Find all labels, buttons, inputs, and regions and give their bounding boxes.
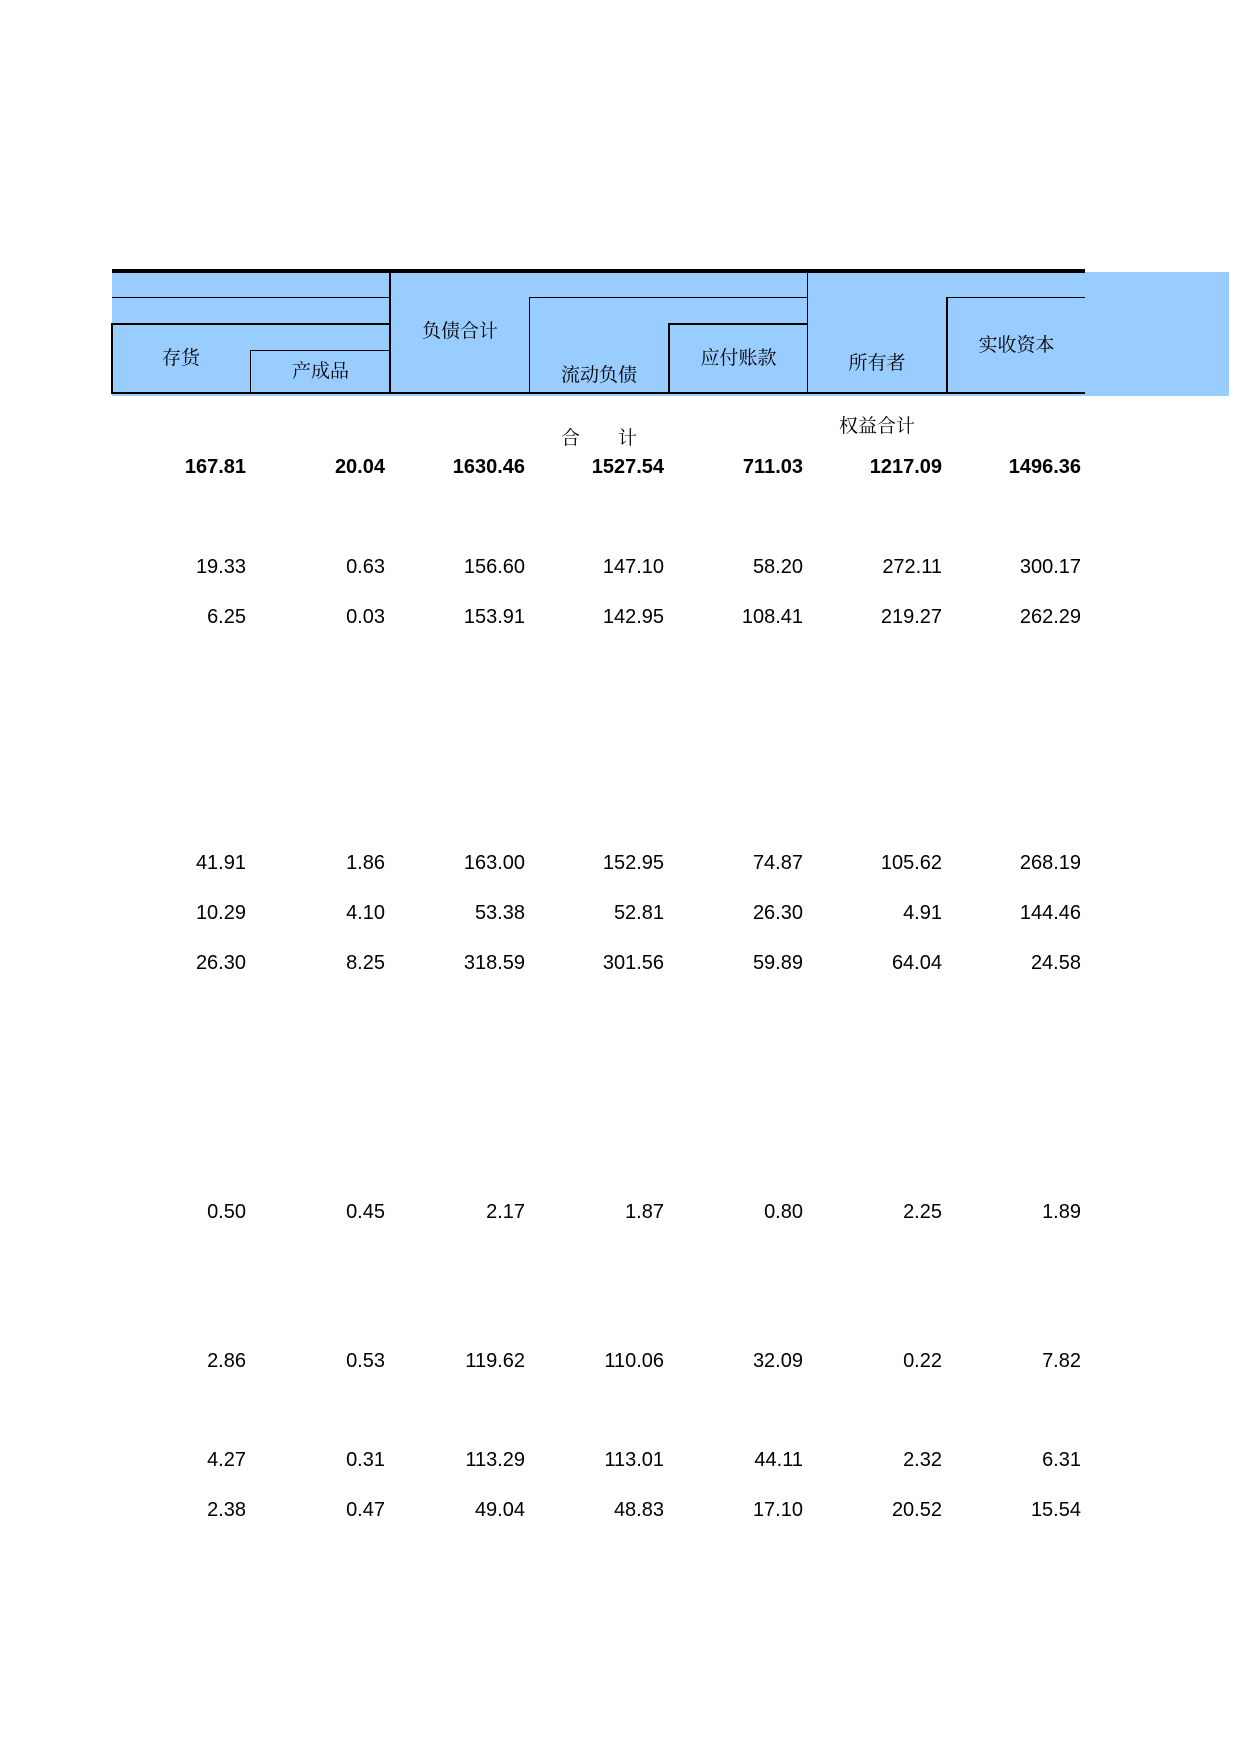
header-inventory: 存货 — [161, 347, 200, 369]
table-cell: 301.56 — [602, 952, 664, 974]
table-cell: 0.63 — [346, 556, 385, 578]
table-cell: 2.38 — [207, 1499, 246, 1521]
table-cell: 0.22 — [903, 1350, 942, 1372]
table-cell: 7.82 — [1042, 1350, 1081, 1372]
header-current-liabilities-line1: 流动负债 — [560, 364, 637, 386]
table-cell: 156.60 — [463, 556, 525, 578]
header-owners-equity-line2: 权益合计 — [838, 415, 915, 437]
table-cell: 318.59 — [463, 952, 525, 974]
table-cell: 113.01 — [604, 1449, 664, 1471]
table-cell: 142.95 — [602, 606, 664, 628]
table-cell: 163.00 — [463, 852, 525, 874]
table-cell: 20.04 — [334, 456, 385, 478]
table-cell: 2.25 — [903, 1201, 942, 1223]
table-cell: 0.53 — [346, 1350, 385, 1372]
table-cell: 1217.09 — [869, 456, 942, 478]
table-cell: 4.91 — [903, 902, 942, 924]
table-cell: 26.30 — [195, 952, 246, 974]
table-cell: 152.95 — [602, 852, 664, 874]
header-accounts-payable: 应付账款 — [700, 347, 777, 369]
table-cell: 48.83 — [613, 1499, 664, 1521]
table-cell: 110.06 — [604, 1350, 664, 1372]
rule-inventory-top — [112, 323, 390, 325]
header-owners-equity-line1: 所有者 — [848, 352, 906, 374]
table-cell: 44.11 — [754, 1449, 803, 1471]
table-cell: 49.04 — [474, 1499, 525, 1521]
table-cell: 262.29 — [1019, 606, 1081, 628]
table-cell: 219.27 — [880, 606, 942, 628]
table-cell: 0.47 — [346, 1499, 385, 1521]
table-cell: 24.58 — [1030, 952, 1081, 974]
header-total-liabilities: 负债合计 — [421, 320, 498, 342]
table-cell: 0.80 — [764, 1201, 803, 1223]
table-cell: 0.31 — [346, 1449, 385, 1471]
table-cell: 167.81 — [184, 456, 246, 478]
table-cell: 1496.36 — [1008, 456, 1081, 478]
table-cell: 19.33 — [195, 556, 246, 578]
table-cell: 113.29 — [465, 1449, 525, 1471]
table-cell: 20.52 — [891, 1499, 942, 1521]
table-cell: 1.89 — [1042, 1201, 1081, 1223]
table-cell: 26.30 — [752, 902, 803, 924]
table-cell: 17.10 — [752, 1499, 803, 1521]
table-cell: 74.87 — [752, 852, 803, 874]
table-cell: 147.10 — [602, 556, 664, 578]
header-current-liabilities-line2: 合 计 — [560, 427, 637, 449]
table-cell: 2.32 — [903, 1449, 942, 1471]
table-cell: 1527.54 — [591, 456, 664, 478]
rule-group-1 — [112, 297, 390, 298]
table-cell: 0.03 — [346, 606, 385, 628]
table-cell: 10.29 — [195, 902, 246, 924]
table-cell: 64.04 — [891, 952, 942, 974]
header-finished-goods: 产成品 — [291, 360, 349, 382]
rule-finished-top — [250, 350, 390, 351]
table-cell: 2.17 — [486, 1201, 525, 1223]
table-cell: 0.50 — [207, 1201, 246, 1223]
table-cell: 272.11 — [882, 556, 942, 578]
header-top-rule — [112, 269, 1085, 273]
table-cell: 52.81 — [613, 902, 664, 924]
table-cell: 6.25 — [207, 606, 246, 628]
table-cell: 144.46 — [1019, 902, 1081, 924]
table-cell: 59.89 — [752, 952, 803, 974]
table-cell: 105.62 — [880, 852, 942, 874]
table-cell: 300.17 — [1019, 556, 1081, 578]
table-cell: 1.87 — [625, 1201, 664, 1223]
table-cell: 32.09 — [752, 1350, 803, 1372]
table-cell: 119.62 — [465, 1350, 525, 1372]
table-cell: 41.91 — [195, 852, 246, 874]
table-cell: 4.27 — [207, 1449, 246, 1471]
table-cell: 15.54 — [1030, 1499, 1081, 1521]
table-cell: 6.31 — [1042, 1449, 1081, 1471]
rule-payable-top — [668, 323, 807, 325]
table-cell: 0.45 — [346, 1201, 385, 1223]
table-cell: 2.86 — [207, 1350, 246, 1372]
rule-group-3 — [947, 297, 1085, 298]
table-cell: 53.38 — [474, 902, 525, 924]
table-cell: 153.91 — [463, 606, 525, 628]
table-cell: 711.03 — [742, 456, 803, 478]
table-cell: 1.86 — [346, 852, 385, 874]
header-paid-in-capital: 实收资本 — [978, 334, 1055, 356]
table-cell: 108.41 — [741, 606, 803, 628]
table-cell: 268.19 — [1019, 852, 1081, 874]
table-cell: 1630.46 — [452, 456, 525, 478]
header-owners-equity — [808, 311, 946, 479]
table-cell: 4.10 — [346, 902, 385, 924]
table-cell: 8.25 — [346, 952, 385, 974]
rule-group-2 — [529, 297, 807, 298]
table-cell: 58.20 — [752, 556, 803, 578]
